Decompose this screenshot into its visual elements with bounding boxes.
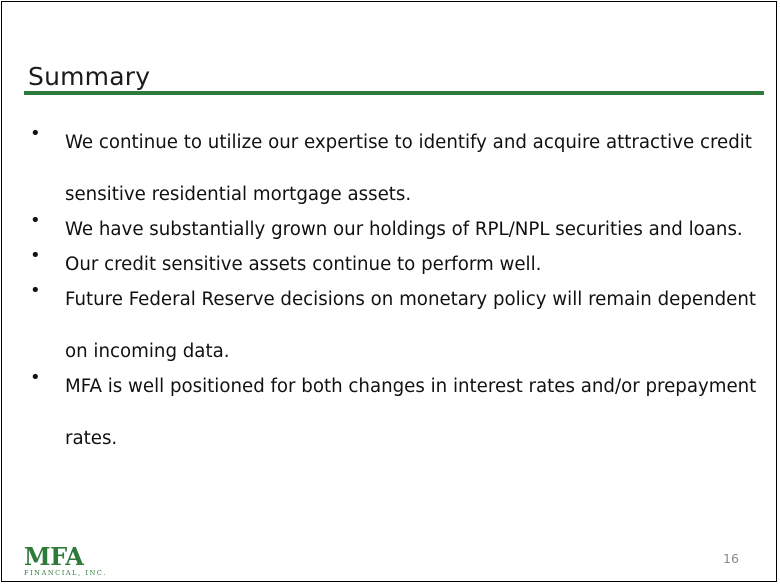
bullet-marker: • bbox=[30, 123, 41, 144]
logo-wordmark: MFA bbox=[24, 542, 84, 571]
logo-subtitle: FINANCIAL, INC. bbox=[24, 569, 107, 577]
bullet-marker: • bbox=[30, 367, 41, 388]
slide-title: Summary bbox=[28, 62, 151, 91]
slide bbox=[1, 1, 777, 582]
bullet-item bbox=[30, 361, 760, 465]
bullet-text: Future Federal Reserve decisions on monetary policy will remain dependent on incoming data. bbox=[65, 289, 756, 362]
bullet-marker: • bbox=[30, 245, 41, 266]
title-underline bbox=[24, 91, 764, 95]
bullet-text: We have substantially grown our holdings of RPL/NPL securities and loans. bbox=[65, 219, 743, 240]
page-number: 16 bbox=[723, 551, 739, 566]
company-logo bbox=[24, 544, 108, 582]
bullet-text: We continue to utilize our expertise to identify and acquire attractive credit sensitive residential mortgage assets. bbox=[65, 132, 752, 205]
bullet-marker: • bbox=[30, 210, 41, 231]
bullet-text: Our credit sensitive assets continue to perform well. bbox=[65, 254, 542, 275]
bullet-marker: • bbox=[30, 280, 41, 301]
bullet-list bbox=[30, 123, 760, 465]
bullet-text: MFA is well positioned for both changes in interest rates and/or prepayment rates. bbox=[65, 376, 757, 449]
